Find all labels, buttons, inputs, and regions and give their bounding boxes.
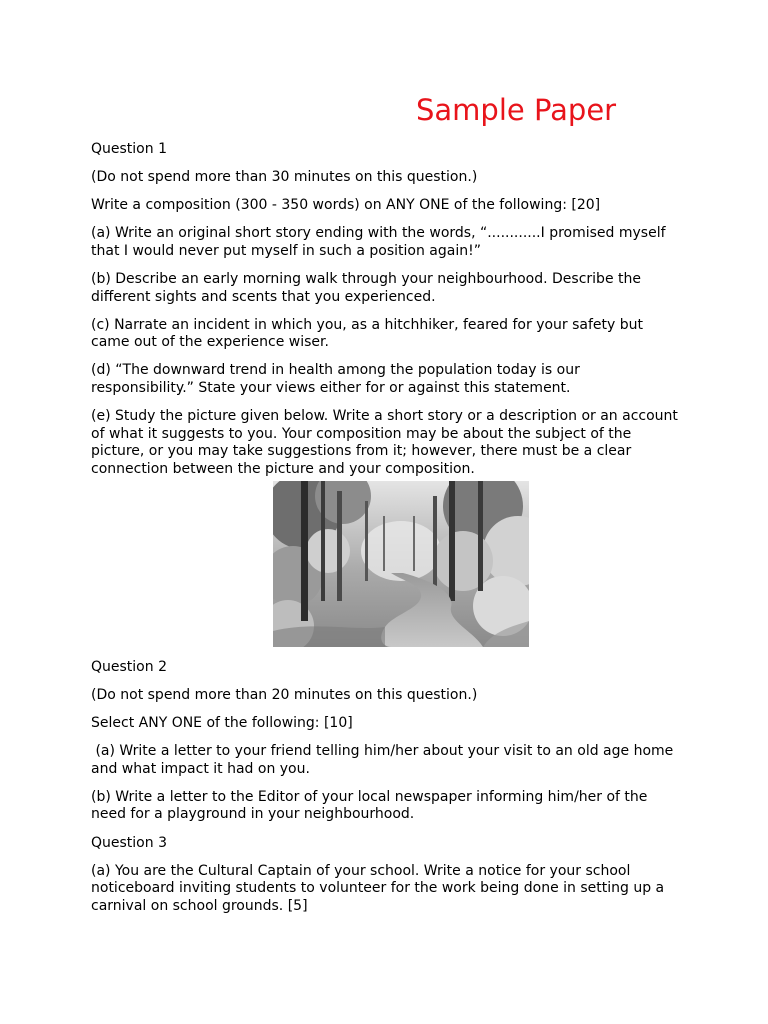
question-1-option-e: (e) Study the picture given below. Write a short story or a description or an account of what it suggests to you. Your composition may be about the subject of the picture, or you may take suggestions from it; however, there must be a clear connection between the picture and your composition. xyxy=(91,408,678,477)
question-1-option-c: (c) Narrate an incident in which you, as a hitchhiker, feared for your safety but came out of the experience wiser. xyxy=(91,316,644,351)
document-body xyxy=(91,141,683,926)
question-1-heading: Question 1 xyxy=(91,141,167,157)
question-1-option-d: (d) “The downward trend in health among the population today is our responsibility.” State your views either for or against this statement. xyxy=(91,362,580,396)
question-2-option-a: (a) Write a letter to your friend telling him/her about your visit to an old age home and what impact it had on you. xyxy=(91,743,678,777)
question-1-time-note: (Do not spend more than 30 minutes on this question.) xyxy=(91,169,478,186)
forest-path-photo-icon xyxy=(273,481,529,647)
forest-path-picture xyxy=(273,481,529,647)
question-1-option-a: (a) Write an original short story ending with the words, “............I promised myself that I would never put myself in such a position again!” xyxy=(91,225,666,259)
question-2-instruction: Select ANY ONE of the following: [10] xyxy=(91,715,353,732)
question-2-time-note: (Do not spend more than 20 minutes on this question.) xyxy=(91,687,478,703)
page-title: Sample Paper xyxy=(416,93,617,127)
question-3-option-a: (a) You are the Cultural Captain of your school. Write a notice for your school noticeboard inviting students to volunteer for the work being done in setting up a carnival on school grounds. [5] xyxy=(91,862,665,914)
question-1-instruction: Write a composition (300 - 350 words) on ANY ONE of the following: [20] xyxy=(91,197,601,214)
question-2-option-b: (b) Write a letter to the Editor of your local newspaper informing him/her of the need for a playground in your neighbourhood. xyxy=(91,788,648,823)
question-3-heading: Question 3 xyxy=(91,834,167,851)
question-2-heading: Question 2 xyxy=(91,658,167,675)
question-1-option-b: (b) Describe an early morning walk through your neighbourhood. Describe the different sights and scents that you experienced. xyxy=(91,270,641,305)
